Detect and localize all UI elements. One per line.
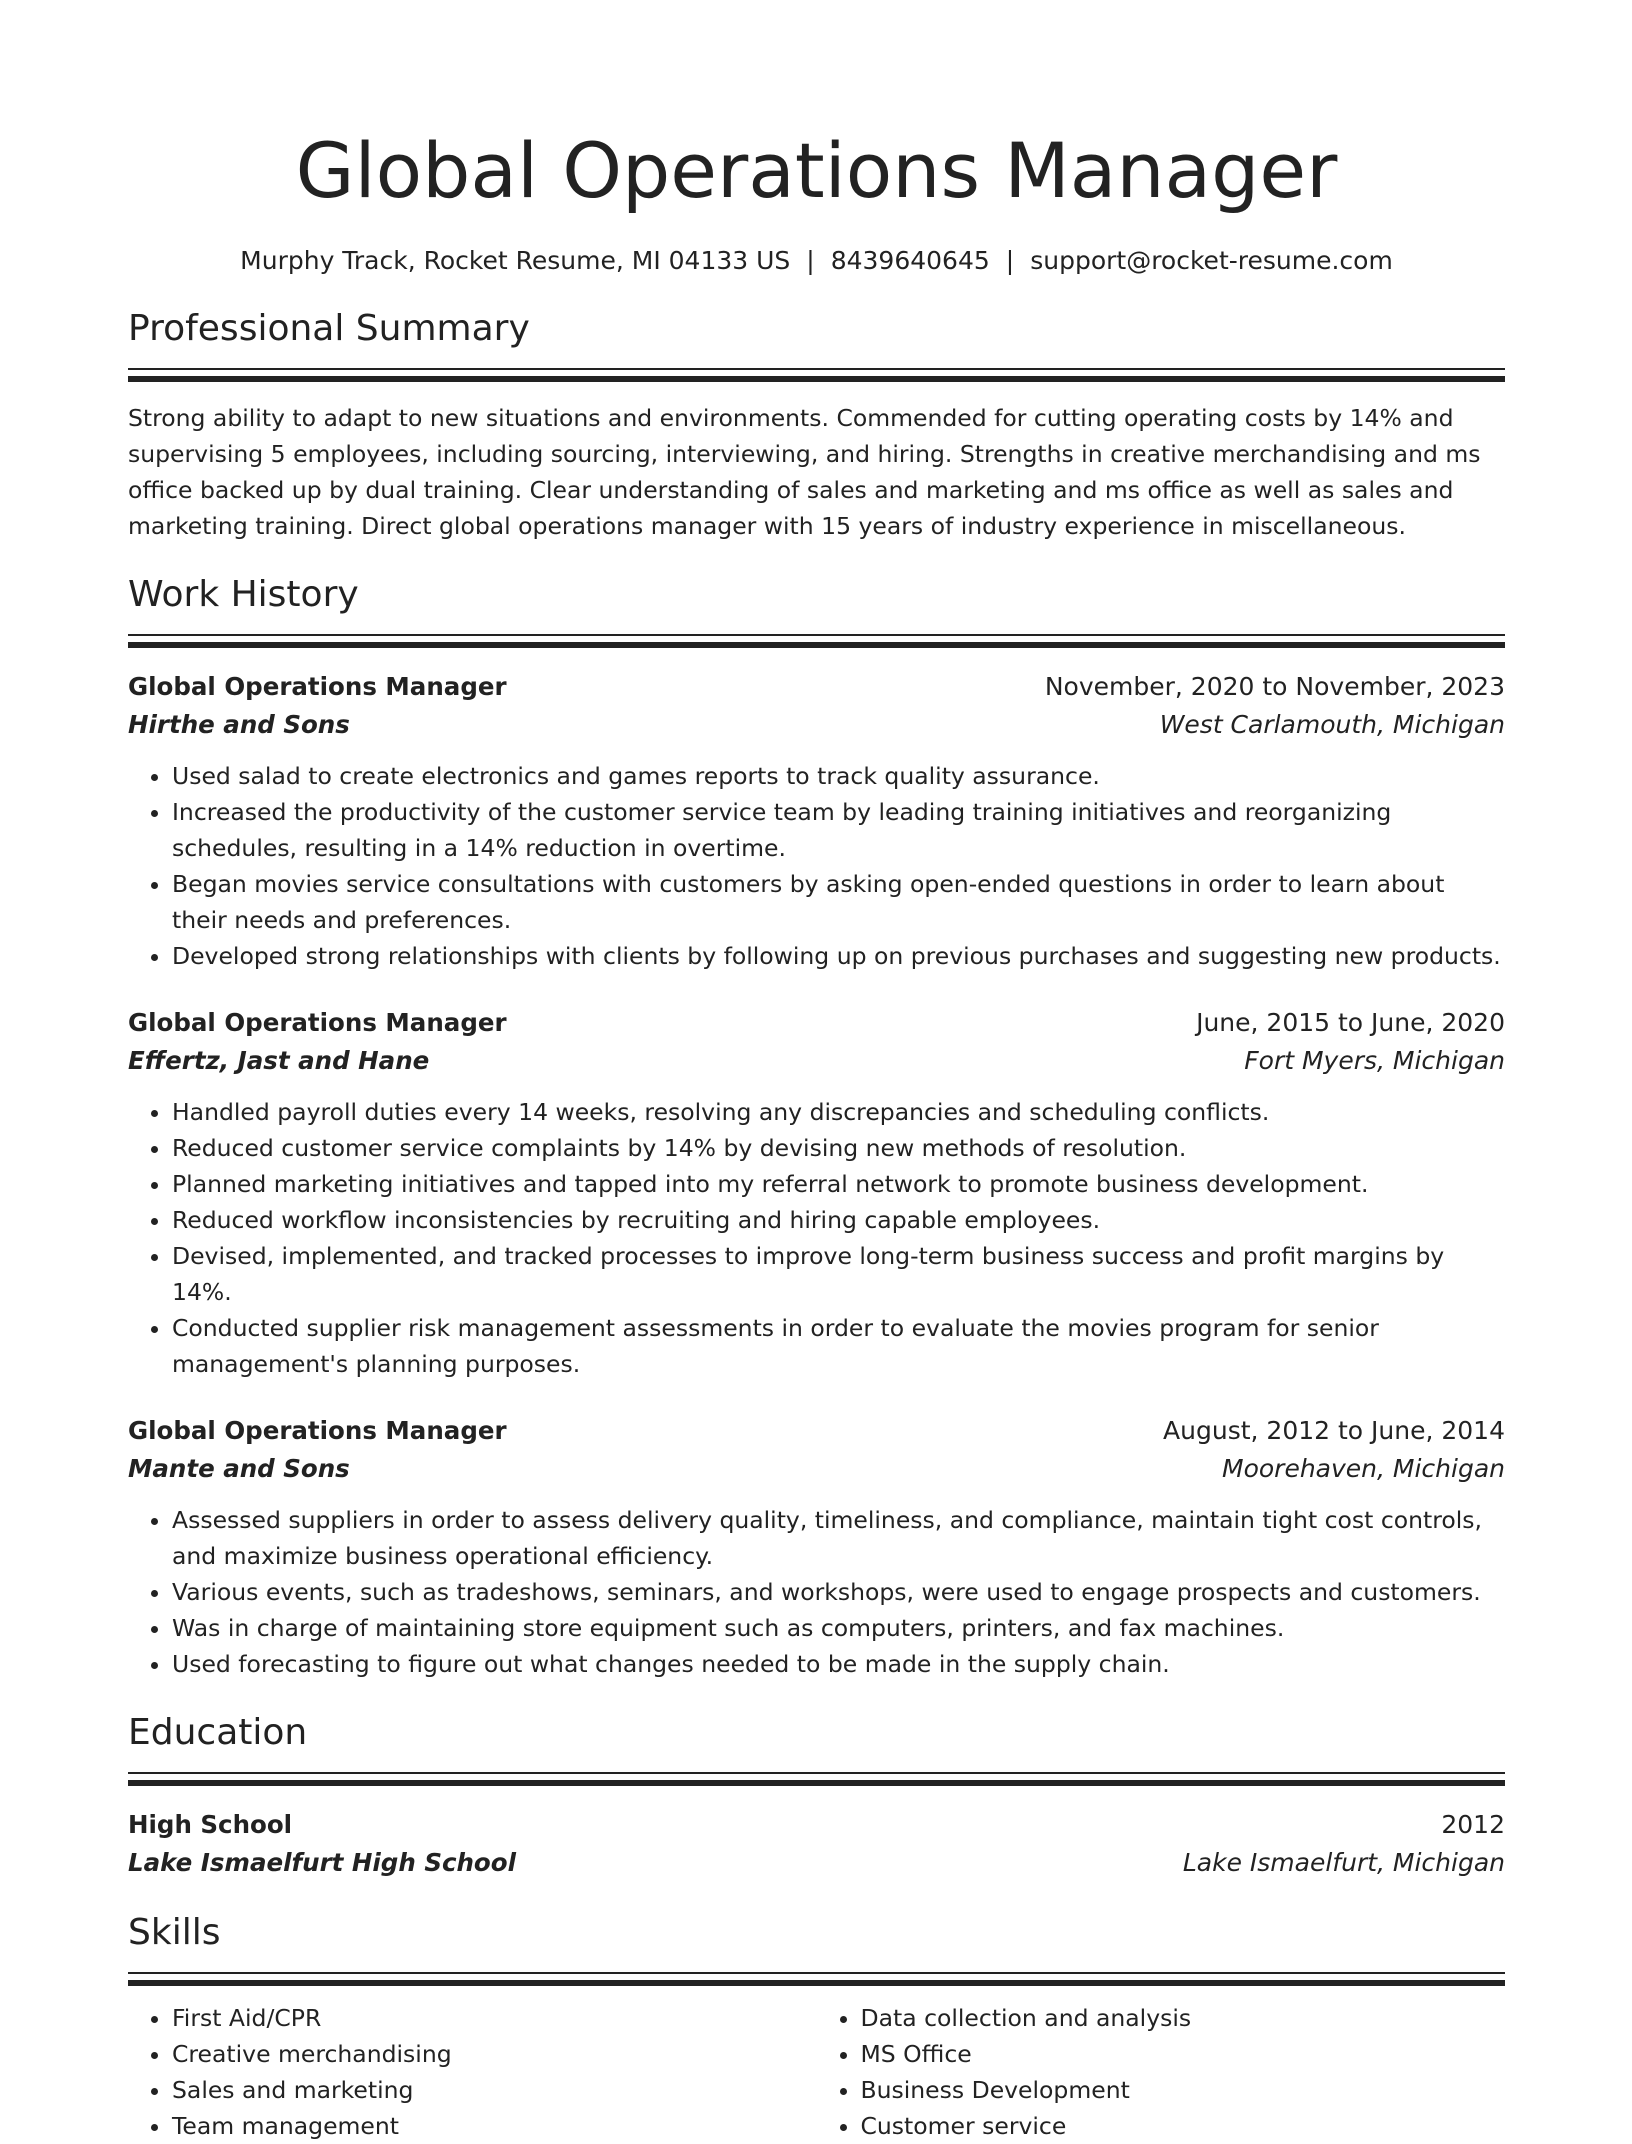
job-dates: November, 2020 to November, 2023 <box>1044 672 1505 701</box>
job-bullets <box>128 1502 1505 1682</box>
section-divider <box>128 368 1505 382</box>
summary-text: Strong ability to adapt to new situations and environments. Commended for cutting operating costs by 14% and supervising 5 employees, including sourcing, interviewing, and hiring. Strengths in creative merchandising and ms office backed up by dual training. Clear understanding of sales and marketing and ms office as well as sales and marketing training. Direct global operations manager with 15 years of industry experience in miscellaneous. <box>128 404 1481 540</box>
list-item: • Began movies service consultations with customers by asking open-ended questions in order to learn about their needs and preferences. <box>172 866 1505 938</box>
list-item: • Business Development <box>861 2072 1506 2108</box>
job-title: Global Operations Manager <box>128 672 507 701</box>
education-school: Lake Ismaelfurt High School <box>128 1848 516 1877</box>
resume-page <box>128 0 1505 2144</box>
list-item: • Devised, implemented, and tracked processes to improve long-term business success and profit margins by 14%. <box>172 1238 1505 1310</box>
contact-phone: 8439640645 <box>830 246 990 275</box>
section-divider <box>128 1772 1505 1786</box>
job-company: Effertz, Jast and Hane <box>128 1046 430 1075</box>
job-location: West Carlamouth, Michigan <box>1159 710 1505 739</box>
resume-name: Global Operations Manager <box>295 126 1338 215</box>
job-entry <box>128 1004 1505 1382</box>
job-title: Global Operations Manager <box>128 1416 507 1445</box>
section-divider <box>128 1972 1505 1986</box>
job-location: Moorehaven, Michigan <box>1222 1454 1505 1483</box>
contact-separator: | <box>1005 246 1015 275</box>
list-item: • Used forecasting to figure out what changes needed to be made in the supply chain. <box>172 1646 1505 1682</box>
section-title-summary: Professional Summary <box>128 308 530 349</box>
job-bullets <box>128 1094 1505 1382</box>
job-company: Mante and Sons <box>128 1454 350 1483</box>
list-item: • First Aid/CPR <box>172 2000 817 2036</box>
list-item: • Handled payroll duties every 14 weeks, resolving any discrepancies and scheduling conflicts. <box>172 1094 1505 1130</box>
job-title: Global Operations Manager <box>128 1008 507 1037</box>
list-item: • Data collection and analysis <box>861 2000 1506 2036</box>
section-title-skills: Skills <box>128 1912 221 1953</box>
section-divider <box>128 634 1505 648</box>
list-item: • Conducted supplier risk management assessments in order to evaluate the movies program for senior management's planning purposes. <box>172 1310 1505 1382</box>
list-item: • Developed strong relationships with clients by following up on previous purchases and suggesting new products. <box>172 938 1505 974</box>
education-location: Lake Ismaelfurt, Michigan <box>1182 1848 1505 1877</box>
list-item: • Planned marketing initiatives and tapped into my referral network to promote business development. <box>172 1166 1505 1202</box>
list-item: • Reduced customer service complaints by 14% by devising new methods of resolution. <box>172 1130 1505 1166</box>
contact-line <box>128 244 1505 278</box>
contact-email[interactable]: support@rocket-resume.com <box>1030 246 1393 275</box>
list-item: • Sales and marketing <box>172 2072 817 2108</box>
education-degree: High School <box>128 1810 293 1839</box>
job-entry <box>128 668 1505 974</box>
job-entry <box>128 1412 1505 1682</box>
list-item: • Used salad to create electronics and games reports to track quality assurance. <box>172 758 1505 794</box>
list-item: • MS Office <box>861 2036 1506 2072</box>
section-title-work: Work History <box>128 574 359 615</box>
contact-separator: | <box>806 246 815 275</box>
list-item: • Various events, such as tradeshows, seminars, and workshops, were used to engage prospects and customers. <box>172 1574 1505 1610</box>
job-bullets <box>128 758 1505 974</box>
list-item: • Increased the productivity of the customer service team by leading training initiatives and reorganizing schedules, resulting in a 14% reduction in overtime. <box>172 794 1505 866</box>
education-entry <box>128 1806 1505 1882</box>
job-company: Hirthe and Sons <box>128 710 350 739</box>
job-location: Fort Myers, Michigan <box>1244 1046 1505 1075</box>
skills-list <box>128 2000 1505 2144</box>
skills-column-left <box>128 2000 817 2144</box>
list-item: • Team management <box>172 2108 817 2144</box>
contact-address: Murphy Track, Rocket Resume, MI 04133 US <box>240 246 791 275</box>
skills-column-right <box>817 2000 1506 2144</box>
list-item: • Was in charge of maintaining store equipment such as computers, printers, and fax machines. <box>172 1610 1505 1646</box>
list-item: • Assessed suppliers in order to assess delivery quality, timeliness, and compliance, maintain tight cost controls, and maximize business operational efficiency. <box>172 1502 1505 1574</box>
list-item: • Customer service <box>861 2108 1506 2144</box>
job-dates: August, 2012 to June, 2014 <box>1163 1416 1505 1445</box>
section-title-education: Education <box>128 1712 308 1753</box>
job-dates: June, 2015 to June, 2020 <box>1196 1008 1505 1037</box>
list-item: • Reduced workflow inconsistencies by recruiting and hiring capable employees. <box>172 1202 1505 1238</box>
education-year: 2012 <box>1441 1810 1505 1839</box>
list-item: • Creative merchandising <box>172 2036 817 2072</box>
